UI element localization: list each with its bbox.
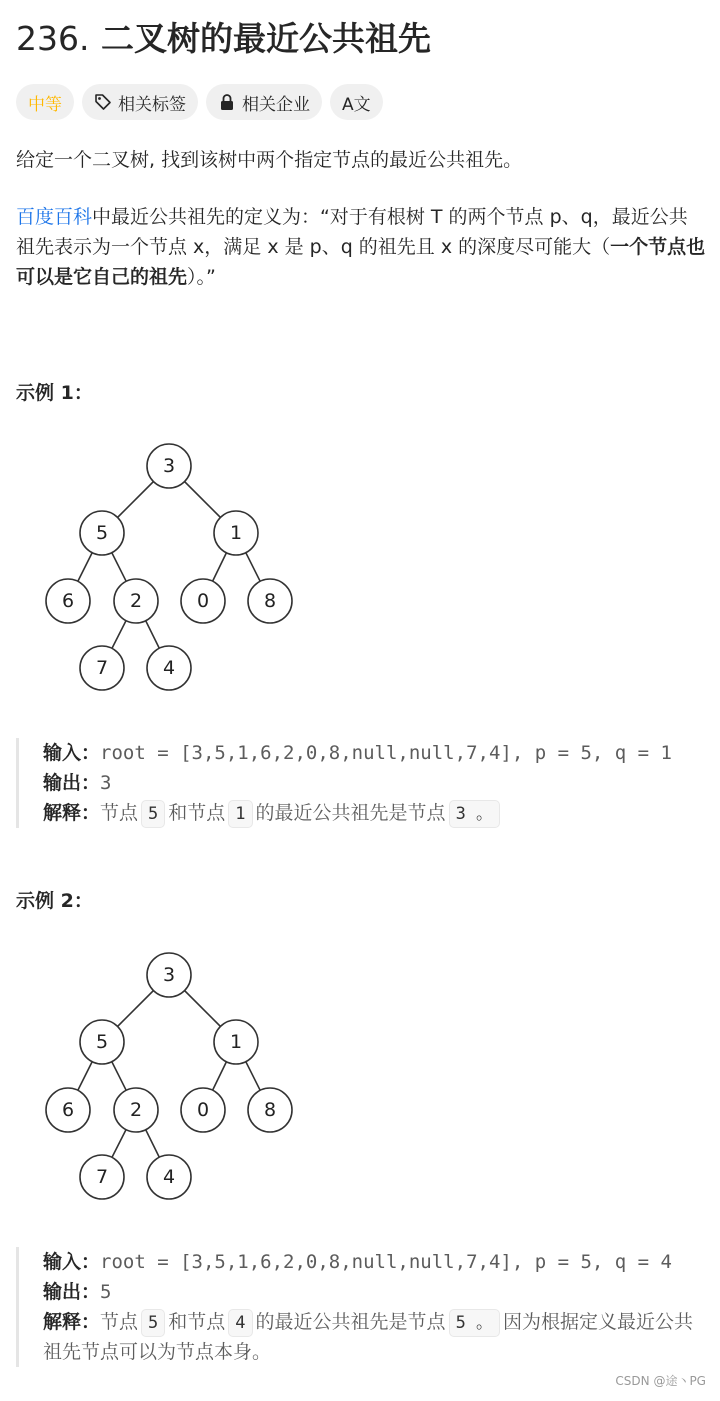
- related-tags-button[interactable]: [82, 84, 198, 120]
- svg-text:3: 3: [162, 455, 176, 477]
- example-1-input: root = [3,5,1,6,2,0,8,null,null,7,4], p = 5, q = 1: [100, 742, 672, 764]
- problem-title: [16, 16, 431, 62]
- svg-text:7: 7: [95, 657, 109, 679]
- tree-node: [214, 511, 258, 555]
- svg-text:1: 1: [229, 1031, 243, 1053]
- inline-code: 4: [228, 1309, 252, 1337]
- input-label: 输入：: [43, 742, 101, 764]
- example-1-output: 3: [100, 772, 112, 794]
- tag-bar: [16, 84, 383, 120]
- inline-code: 5: [141, 1309, 165, 1337]
- tree-node: [248, 579, 292, 623]
- inline-code: 3 。: [449, 800, 500, 828]
- svg-text:8: 8: [263, 1099, 277, 1121]
- definition-bold: 一个节点也可以是它自己的祖先: [16, 236, 706, 288]
- tree-node: [181, 579, 225, 623]
- svg-text:2: 2: [129, 1099, 143, 1121]
- tag-icon: [94, 93, 112, 111]
- tree-node: [114, 579, 158, 623]
- svg-text:5: 5: [95, 522, 109, 544]
- example-1-title: 示例 1：: [16, 382, 93, 404]
- related-tags-label: 相关标签: [118, 94, 186, 115]
- tree-node: [46, 1088, 90, 1132]
- output-label: 输出：: [43, 772, 101, 794]
- tree-node: [214, 1020, 258, 1064]
- svg-text:0: 0: [196, 1099, 210, 1121]
- example-2-input: root = [3,5,1,6,2,0,8,null,null,7,4], p = 5, q = 4: [100, 1251, 672, 1273]
- example-2-input-line: [43, 1247, 706, 1277]
- problem-name: 二叉树的最近公共祖先: [100, 19, 431, 58]
- svg-text:6: 6: [61, 590, 75, 612]
- svg-text:2: 2: [129, 590, 143, 612]
- problem-number: 236.: [16, 19, 90, 58]
- svg-text:0: 0: [196, 590, 210, 612]
- inline-code: 5 。: [449, 1309, 500, 1337]
- example-2-title: 示例 2：: [16, 890, 93, 912]
- tree-node: [80, 646, 124, 690]
- explain-text: 节点: [100, 1311, 139, 1333]
- example-2-explain-line: [43, 1307, 706, 1367]
- svg-text:3: 3: [162, 964, 176, 986]
- explain-text: 因为根据定义最近公共祖先节点可以为节点本身。: [43, 1311, 694, 1363]
- translate-icon: A文: [342, 94, 371, 115]
- tree-node: [147, 646, 191, 690]
- tree-node: [114, 1088, 158, 1132]
- tree-node: [181, 1088, 225, 1132]
- tree-node: [46, 579, 90, 623]
- output-label: 输出：: [43, 1281, 101, 1303]
- definition-paragraph: [16, 202, 706, 292]
- svg-text:4: 4: [162, 1166, 176, 1188]
- tree-node: [80, 511, 124, 555]
- svg-text:4: 4: [162, 657, 176, 679]
- tree-node: [147, 444, 191, 488]
- explain-text: 的最近公共祖先是节点: [255, 1311, 446, 1333]
- translate-button[interactable]: [330, 84, 383, 120]
- svg-text:1: 1: [229, 522, 243, 544]
- example-1-explain-line: [43, 798, 706, 828]
- explain-text: 和节点: [168, 802, 226, 824]
- example-2-output-line: [43, 1277, 706, 1307]
- explain-label: 解释：: [43, 802, 101, 824]
- svg-text:7: 7: [95, 1166, 109, 1188]
- related-companies-label: 相关企业: [242, 94, 310, 115]
- problem-description: 给定一个二叉树, 找到该树中两个指定节点的最近公共祖先。: [16, 149, 523, 171]
- example-1-output-line: [43, 768, 706, 798]
- example-2-tree-diagram: [44, 947, 296, 1207]
- related-companies-button[interactable]: [206, 84, 322, 120]
- tree-node: [248, 1088, 292, 1132]
- example-1-input-line: [43, 738, 706, 768]
- lock-icon: [218, 93, 236, 111]
- example-2-block: [16, 1247, 706, 1367]
- example-1-block: [16, 738, 706, 828]
- input-label: 输入：: [43, 1251, 101, 1273]
- watermark: CSDN @途丶PG: [615, 1374, 706, 1388]
- definition-tail: ）。”: [187, 266, 216, 288]
- tree-node: [147, 1155, 191, 1199]
- baidu-baike-link[interactable]: 百度百科: [16, 206, 93, 228]
- explain-text: 和节点: [168, 1311, 226, 1333]
- explain-text: 节点: [100, 802, 139, 824]
- tree-node: [80, 1020, 124, 1064]
- explain-text: 的最近公共祖先是节点: [255, 802, 446, 824]
- tree-node: [80, 1155, 124, 1199]
- example-1-tree-diagram: [44, 438, 296, 698]
- inline-code: 5: [141, 800, 165, 828]
- difficulty-badge[interactable]: 中等: [16, 84, 74, 120]
- example-2-output: 5: [100, 1281, 112, 1303]
- svg-text:6: 6: [61, 1099, 75, 1121]
- svg-text:8: 8: [263, 590, 277, 612]
- definition-text: 中最近公共祖先的定义为：“对于有根树 T 的两个节点 p、q，最近公共祖先表示为一个节点 x，满足 x 是 p、q 的祖先且 x 的深度尽可能大（: [16, 206, 688, 258]
- svg-text:5: 5: [95, 1031, 109, 1053]
- explain-label: 解释：: [43, 1311, 101, 1333]
- inline-code: 1: [228, 800, 252, 828]
- tree-node: [147, 953, 191, 997]
